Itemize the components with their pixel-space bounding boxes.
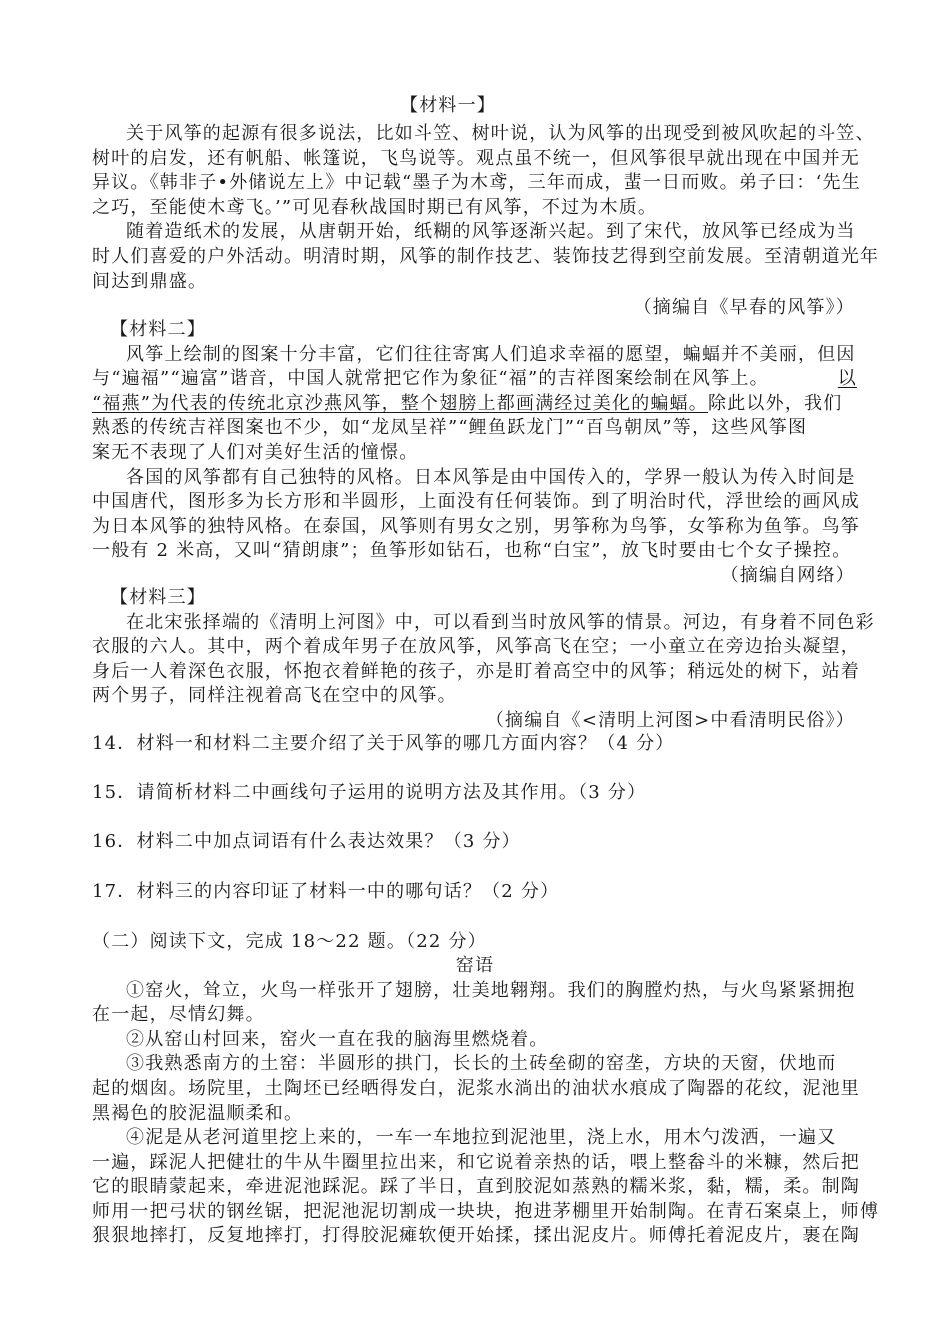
material2-line: 一般有 2 米高，又叫“猜朗康”；鱼筝形如钻石，也称“白宝”，放飞时要由七个女子操控。 [92, 540, 852, 561]
material2-heading: 【材料二】 [110, 319, 206, 340]
question-17: 17．材料三的内容印证了材料一中的哪句话？（2 分） [92, 881, 560, 902]
passage-title: 窑语 [455, 955, 495, 976]
material2-line: 各国的风筝都有自己独特的风格。日本风筝是由中国传入的，学界一般认为传入时间是 [126, 467, 856, 488]
passage-line: 起的烟囱。场院里，土陶坯已经晒得发白，泥浆水淌出的油状水痕成了陶器的花纹，泥池里 [92, 1078, 860, 1099]
question-14: 14．材料一和材料二主要介绍了关于风筝的哪几方面内容？（4 分） [92, 733, 675, 754]
passage-line: 一遍，踩泥人把健壮的牛从牛圈里拉出来，和它说着亲热的话，喂上整畚斗的米糠，然后把 [92, 1152, 860, 1173]
section2-intro: （二）阅读下文，完成 18～22 题。（22 分） [92, 931, 487, 952]
material2-line: 与“遍福”“遍富”谐音，中国人就常把它作为象征“福”的吉祥图案绘制在风筝上。 [92, 368, 769, 389]
material3-line: 身后一人着深色衣服，怀抱衣着鲜艳的孩子，亦是盯着高空中的风筝；稍远处的树下，站着 [92, 661, 860, 682]
passage-line: 在一起，尽情幻舞。 [92, 1004, 265, 1025]
material1-line: 树叶的启发，还有帆船、帐篷说，飞鸟说等。观点虽不统一，但风筝很早就出现在中国并无 [92, 148, 860, 169]
material1-line: 时人们喜爱的户外活动。明清时期，风筝的制作技艺、装饰技艺得到空前发展。至清朝道光年 [92, 246, 880, 267]
material3-source: （摘编自《<清明上河图>中看清明民俗》） [485, 710, 855, 731]
material2-line: 为日本风筝的独特风格。在泰国，风筝则有男女之别，男筝称为鸟筝，女筝称为鱼筝。鸟筝 [92, 516, 860, 537]
material3-heading: 【材料三】 [110, 587, 206, 608]
material2-line-tail: 除此以外，我们 [708, 393, 843, 414]
material2-source: （摘编自网络） [720, 565, 855, 586]
material3-line: 衣服的六人。其中，两个着成年男子在放风筝，风筝高飞在空；一小童立在旁边抬头凝望， [92, 636, 860, 657]
material2-line: 中国唐代，图形多为长方形和半圆形，上面没有任何装饰。到了明治时代，浮世绘的画风成 [92, 491, 860, 512]
material1-line: 之巧，至能使木鸢飞。’”可见春秋战国时期已有风筝，不过为木质。 [92, 197, 658, 218]
passage-line: 师用一把弓状的钢丝锯，把泥池泥切割成一块块，抱进茅棚里开始制陶。在青石案桌上，师傅 [92, 1201, 880, 1222]
material2-line: 风筝上绘制的图案十分丰富，它们往往寄寓人们追求幸福的愿望，蝙蝠并不美丽，但因 [126, 344, 856, 365]
material1-heading: 【材料一】 [400, 95, 496, 116]
passage-line: ②从窑山村回来，窑火一直在我的脑海里燃烧着。 [126, 1029, 549, 1050]
material1-line: 间达到鼎盛。 [92, 271, 208, 292]
passage-line: 它的眼睛蒙起来，牵进泥池踩泥。踩了半日，直到胶泥如蒸熟的糯米浆，黏，糯，柔。制陶 [92, 1176, 860, 1197]
underlined-sentence: “福燕”为代表的传统北京沙燕风筝，整个翅膀上都画满经过美化的蝙蝠。 [92, 393, 709, 414]
material1-line: 异议。《韩非子•外储说左上》中记载“墨子为木鸢，三年而成，蜚一日而败。弟子曰：‘先生 [92, 172, 861, 193]
material1-source: （摘编自《早春的风筝》） [633, 297, 855, 318]
question-15: 15．请简析材料二中画线句子运用的说明方法及其作用。（3 分） [92, 782, 647, 803]
passage-line: ③我熟悉南方的土窑：半圆形的拱门，长长的土砖垒砌的窑垄，方块的天窗，伏地而 [126, 1053, 837, 1074]
passage-line: ①窑火，耸立，火鸟一样张开了翅膀，壮美地翱翔。我们的胸膛灼热，与火鸟紧紧拥抱 [126, 980, 856, 1001]
material2-line: 熟悉的传统吉祥图案也不少，如“龙凤呈祥”“鲤鱼跃龙门”“百鸟朝凤”等，这些风筝图 [92, 417, 808, 438]
passage-line: 黑褐色的胶泥温顺柔和。 [92, 1103, 304, 1124]
passage-line: 狠狠地摔打，反复地摔打，打得胶泥瘫软便开始揉，揉出泥皮片。师傅托着泥皮片，裹在陶 [92, 1225, 860, 1246]
question-16: 16．材料二中加点词语有什么表达效果？（3 分） [92, 831, 521, 852]
material1-line: 关于风筝的起源有很多说法，比如斗笠、树叶说，认为风筝的出现受到被风吹起的斗笠、 [126, 123, 875, 144]
material2-line: 案无不表现了人们对美好生活的憧憬。 [92, 442, 419, 463]
material2-underline-line [92, 392, 950, 416]
material1-line: 随着造纸术的发展，从唐朝开始，纸糊的风筝逐渐兴起。到了宋代，放风筝已经成为当 [126, 221, 856, 242]
passage-line: ④泥是从老河道里挖上来的，一车一车地拉到泥池里，浇上水，用木勺泼洒，一遍又 [126, 1127, 837, 1148]
underlined-sentence-start: 以 [837, 368, 857, 389]
material3-line: 两个男子，同样注视着高飞在空中的风筝。 [92, 685, 457, 706]
material3-line: 在北宋张择端的《清明上河图》中，可以看到当时放风筝的情景。河边，有身着不同色彩 [126, 612, 875, 633]
